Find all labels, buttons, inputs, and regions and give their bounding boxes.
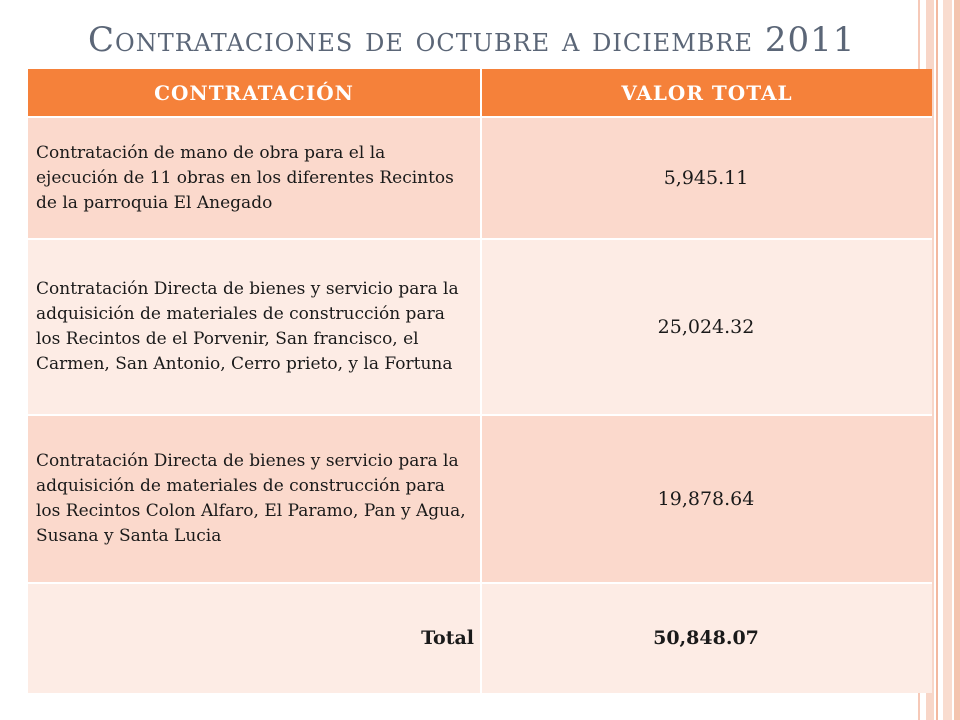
row-value: 25,024.32 [481,239,932,415]
column-header-contratacion: CONTRATACIÓN [28,69,481,117]
page-title: Contrataciones de octubre a diciembre 2011 [88,20,856,60]
table-row [28,117,932,239]
row-description: Contratación Directa de bienes y servicio para la adquisición de materiales de construcción para los Recintos de el Porvenir, San francisco, el Carmen, San Antonio, Cerro prieto, y la Fortuna [28,239,481,415]
total-label: Total [28,583,481,693]
table-row [28,415,932,583]
total-value: 50,848.07 [481,583,932,693]
row-description: Contratación Directa de bienes y servicio para la adquisición de materiales de construcción para los Recintos Colon Alfaro, El Paramo, Pan y Agua, Susana y Santa Lucia [28,415,481,583]
decor-stripe [943,0,952,720]
column-header-valor-total: VALOR TOTAL [481,69,932,117]
row-value: 19,878.64 [481,415,932,583]
table-row [28,239,932,415]
row-description: Contratación de mano de obra para el la ejecución de 11 obras en los diferentes Recintos de la parroquia El Anegado [28,117,481,239]
table-header-row [28,69,932,117]
total-row [28,583,932,693]
row-value: 5,945.11 [481,117,932,239]
decor-stripe [954,0,960,720]
decor-stripe [936,0,938,720]
contracts-table [28,69,932,693]
